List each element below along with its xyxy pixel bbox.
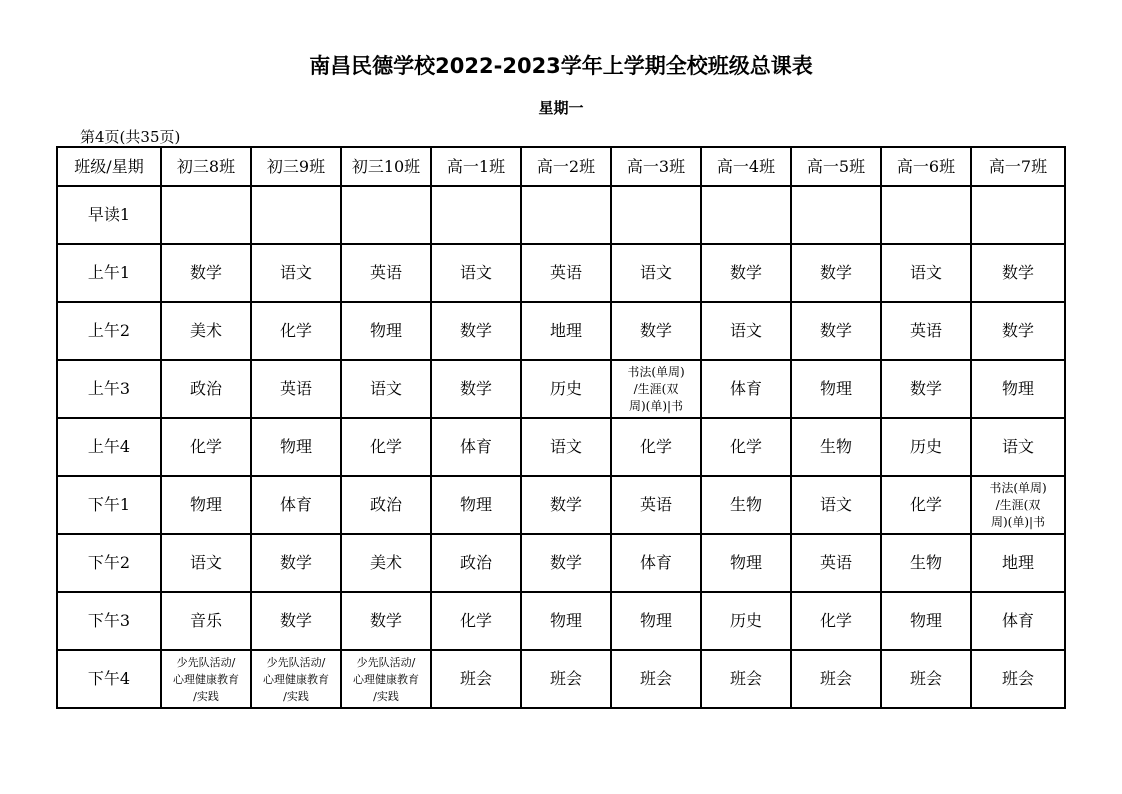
schedule-cell: 数学 bbox=[431, 360, 521, 418]
schedule-cell: 语文 bbox=[251, 244, 341, 302]
table-row bbox=[57, 650, 1065, 708]
schedule-cell: 数学 bbox=[251, 534, 341, 592]
period-label: 下午4 bbox=[57, 650, 161, 708]
schedule-cell: 数学 bbox=[521, 534, 611, 592]
schedule-cell: 语文 bbox=[791, 476, 881, 534]
schedule-cell: 语文 bbox=[431, 244, 521, 302]
schedule-cell: 数学 bbox=[701, 244, 791, 302]
schedule-cell: 政治 bbox=[341, 476, 431, 534]
schedule-cell: 生物 bbox=[881, 534, 971, 592]
schedule-cell: 语文 bbox=[971, 418, 1065, 476]
schedule-cell: 化学 bbox=[881, 476, 971, 534]
header-cell: 高一1班 bbox=[431, 147, 521, 186]
schedule-cell: 物理 bbox=[161, 476, 251, 534]
table-row bbox=[57, 418, 1065, 476]
table-row bbox=[57, 476, 1065, 534]
schedule-cell: 化学 bbox=[791, 592, 881, 650]
schedule-cell: 生物 bbox=[701, 476, 791, 534]
schedule-cell bbox=[611, 186, 701, 244]
schedule-cell: 班会 bbox=[611, 650, 701, 708]
schedule-cell: 历史 bbox=[521, 360, 611, 418]
header-cell: 初三8班 bbox=[161, 147, 251, 186]
schedule-cell: 语文 bbox=[701, 302, 791, 360]
schedule-cell: 数学 bbox=[791, 302, 881, 360]
schedule-cell: 数学 bbox=[971, 244, 1065, 302]
schedule-cell bbox=[341, 186, 431, 244]
schedule-cell bbox=[791, 186, 881, 244]
schedule-cell: 地理 bbox=[971, 534, 1065, 592]
page-title: 南昌民德学校2022-2023学年上学期全校班级总课表 bbox=[309, 54, 813, 78]
schedule-cell: 语文 bbox=[521, 418, 611, 476]
schedule-cell: 语文 bbox=[611, 244, 701, 302]
schedule-cell bbox=[251, 186, 341, 244]
period-label: 上午3 bbox=[57, 360, 161, 418]
schedule-cell: 班会 bbox=[701, 650, 791, 708]
schedule-cell: 物理 bbox=[791, 360, 881, 418]
schedule-cell: 少先队活动/ 心理健康教育 /实践 bbox=[251, 650, 341, 708]
schedule-cell: 化学 bbox=[161, 418, 251, 476]
schedule-cell: 数学 bbox=[881, 360, 971, 418]
schedule-cell: 数学 bbox=[251, 592, 341, 650]
day-subtitle: 星期一 bbox=[538, 99, 584, 117]
period-label: 上午2 bbox=[57, 302, 161, 360]
schedule-cell: 体育 bbox=[431, 418, 521, 476]
period-label: 下午2 bbox=[57, 534, 161, 592]
schedule-cell: 化学 bbox=[701, 418, 791, 476]
schedule-cell: 英语 bbox=[521, 244, 611, 302]
schedule-cell: 数学 bbox=[521, 476, 611, 534]
schedule-cell: 数学 bbox=[611, 302, 701, 360]
schedule-cell: 物理 bbox=[881, 592, 971, 650]
schedule-cell: 化学 bbox=[341, 418, 431, 476]
table-row bbox=[57, 186, 1065, 244]
schedule-cell: 物理 bbox=[341, 302, 431, 360]
schedule-cell: 班会 bbox=[521, 650, 611, 708]
schedule-cell: 美术 bbox=[341, 534, 431, 592]
schedule-cell: 化学 bbox=[611, 418, 701, 476]
header-row bbox=[57, 147, 1065, 186]
schedule-cell bbox=[701, 186, 791, 244]
schedule-cell: 班会 bbox=[431, 650, 521, 708]
schedule-cell: 化学 bbox=[251, 302, 341, 360]
table-row bbox=[57, 302, 1065, 360]
page-info: 第4页(共35页) bbox=[80, 128, 181, 146]
table-row bbox=[57, 534, 1065, 592]
schedule-cell: 数学 bbox=[341, 592, 431, 650]
schedule-cell: 物理 bbox=[251, 418, 341, 476]
schedule-cell: 体育 bbox=[251, 476, 341, 534]
schedule-cell: 英语 bbox=[341, 244, 431, 302]
schedule-cell: 体育 bbox=[971, 592, 1065, 650]
header-cell: 高一4班 bbox=[701, 147, 791, 186]
schedule-cell: 英语 bbox=[881, 302, 971, 360]
schedule-cell bbox=[881, 186, 971, 244]
schedule-cell bbox=[971, 186, 1065, 244]
schedule-cell: 班会 bbox=[971, 650, 1065, 708]
schedule-cell: 生物 bbox=[791, 418, 881, 476]
period-label: 下午3 bbox=[57, 592, 161, 650]
header-cell: 高一7班 bbox=[971, 147, 1065, 186]
schedule-cell: 政治 bbox=[161, 360, 251, 418]
header-cell: 班级/星期 bbox=[57, 147, 161, 186]
table-row bbox=[57, 592, 1065, 650]
period-label: 下午1 bbox=[57, 476, 161, 534]
schedule-cell: 少先队活动/ 心理健康教育 /实践 bbox=[341, 650, 431, 708]
schedule-cell bbox=[521, 186, 611, 244]
header-cell: 高一2班 bbox=[521, 147, 611, 186]
schedule-cell: 数学 bbox=[971, 302, 1065, 360]
schedule-cell bbox=[431, 186, 521, 244]
schedule-cell: 书法(单周) /生涯(双 周)(单)|书 bbox=[971, 476, 1065, 534]
schedule-cell: 物理 bbox=[611, 592, 701, 650]
table-row bbox=[57, 360, 1065, 418]
schedule-cell: 音乐 bbox=[161, 592, 251, 650]
table-row bbox=[57, 244, 1065, 302]
schedule-cell: 物理 bbox=[521, 592, 611, 650]
schedule-cell: 少先队活动/ 心理健康教育 /实践 bbox=[161, 650, 251, 708]
schedule-cell: 语文 bbox=[161, 534, 251, 592]
period-label: 上午4 bbox=[57, 418, 161, 476]
schedule-cell: 班会 bbox=[881, 650, 971, 708]
period-label: 上午1 bbox=[57, 244, 161, 302]
schedule-cell: 体育 bbox=[701, 360, 791, 418]
schedule-cell bbox=[161, 186, 251, 244]
schedule-cell: 物理 bbox=[971, 360, 1065, 418]
schedule-cell: 数学 bbox=[431, 302, 521, 360]
schedule-cell: 语文 bbox=[341, 360, 431, 418]
schedule-table bbox=[56, 146, 1066, 709]
schedule-cell: 体育 bbox=[611, 534, 701, 592]
period-label: 早读1 bbox=[57, 186, 161, 244]
schedule-cell: 书法(单周) /生涯(双 周)(单)|书 bbox=[611, 360, 701, 418]
schedule-cell: 班会 bbox=[791, 650, 881, 708]
schedule-cell: 英语 bbox=[791, 534, 881, 592]
schedule-cell: 数学 bbox=[791, 244, 881, 302]
header-cell: 高一6班 bbox=[881, 147, 971, 186]
schedule-cell: 英语 bbox=[611, 476, 701, 534]
schedule-cell: 英语 bbox=[251, 360, 341, 418]
schedule-cell: 地理 bbox=[521, 302, 611, 360]
schedule-cell: 物理 bbox=[431, 476, 521, 534]
schedule-cell: 政治 bbox=[431, 534, 521, 592]
schedule-cell: 历史 bbox=[881, 418, 971, 476]
header-cell: 高一3班 bbox=[611, 147, 701, 186]
schedule-cell: 物理 bbox=[701, 534, 791, 592]
schedule-cell: 数学 bbox=[161, 244, 251, 302]
schedule-cell: 化学 bbox=[431, 592, 521, 650]
schedule-cell: 语文 bbox=[881, 244, 971, 302]
schedule-cell: 历史 bbox=[701, 592, 791, 650]
header-cell: 初三9班 bbox=[251, 147, 341, 186]
header-cell: 高一5班 bbox=[791, 147, 881, 186]
header-cell: 初三10班 bbox=[341, 147, 431, 186]
schedule-cell: 美术 bbox=[161, 302, 251, 360]
